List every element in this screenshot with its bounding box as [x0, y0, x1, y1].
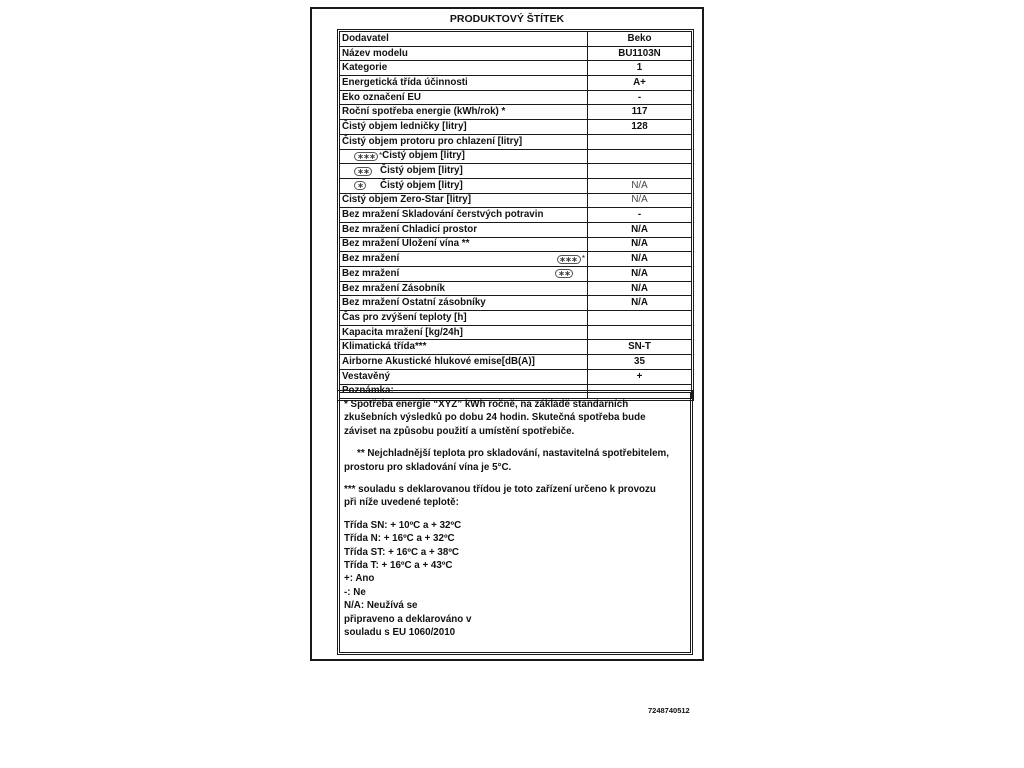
row-label: Kapacita mražení [kg/24h] [340, 325, 588, 340]
table-row [340, 252, 692, 267]
row-label: Kategorie [340, 61, 588, 76]
row-label-text: Bez mražení [342, 267, 400, 279]
three-star-plus-icon [354, 152, 378, 161]
row-label: Název modelu [340, 46, 588, 61]
table-row [340, 369, 692, 384]
row-value [588, 325, 692, 340]
row-value: 128 [588, 120, 692, 135]
row-label: Airborne Akustické hlukové emise[dB(A)] [340, 355, 588, 370]
table-row [340, 61, 692, 76]
row-label: Čistý objem protoru pro chlazení [litry] [340, 134, 588, 149]
row-label [340, 178, 588, 193]
table-row [340, 164, 692, 179]
row-label: Čistý objem Zero-Star [litry] [340, 193, 588, 208]
table-row [340, 222, 692, 237]
row-value: N/A [588, 296, 692, 311]
row-label: Roční spotřeba energie (kWh/rok) * [340, 105, 588, 120]
row-label: Čas pro zvýšení teploty [h] [340, 311, 588, 326]
table-row [340, 208, 692, 223]
row-label: Bez mražení Ostatní zásobníky [340, 296, 588, 311]
table-row [340, 46, 692, 61]
row-label: Energetická třída účinnosti [340, 76, 588, 91]
table-row [340, 267, 692, 282]
row-value: N/A [588, 193, 692, 208]
row-label-text: Čistý objem [litry] [382, 150, 465, 162]
table-row [340, 325, 692, 340]
note-line: zkušebních výsledků po dobu 24 hodin. Skutečná spotřeba bude [344, 412, 646, 424]
table-row [340, 311, 692, 326]
three-star-plus-icon [557, 255, 581, 264]
product-label-sheet [310, 7, 704, 661]
row-value [588, 149, 692, 164]
footnotes-box [339, 392, 691, 653]
row-label: Čistý objem ledničky [litry] [340, 120, 588, 135]
table-row [340, 237, 692, 252]
table-row [340, 340, 692, 355]
row-value: - [588, 90, 692, 105]
note-line: *** souladu s deklarovanou třídou je toto zařízení určeno k provozu [344, 484, 656, 496]
row-value: N/A [588, 252, 692, 267]
note-line: ** Nejchladnější teplota pro skladování, nastavitelná spotřebitelem, [357, 448, 669, 460]
row-value: N/A [588, 281, 692, 296]
row-label [340, 252, 588, 267]
table-row [340, 120, 692, 135]
label-title: PRODUKTOVÝ ŠTÍTEK [449, 13, 565, 25]
row-value: SN-T [588, 340, 692, 355]
row-value: A+ [588, 76, 692, 91]
legend-line: +: Ano [344, 573, 375, 585]
note-line: * Spotřeba energie “XYZ” kWh ročně, na základě standarních [344, 399, 629, 410]
two-star-icon [555, 269, 573, 278]
row-label: Klimatická třída*** [340, 340, 588, 355]
row-label [340, 149, 588, 164]
table-row [340, 296, 692, 311]
row-value [588, 134, 692, 149]
legend-line: -: Ne [344, 586, 366, 598]
table-row [340, 355, 692, 370]
legend-line: Třída N: + 16ºC a + 32ºC [344, 533, 455, 545]
spec-table [339, 31, 692, 399]
legend-line: souladu s EU 1060/2010 [344, 627, 456, 639]
one-star-icon [354, 181, 366, 190]
row-label: Bez mražení Zásobník [340, 281, 588, 296]
row-label: Bez mražení Uložení vína ** [340, 237, 588, 252]
table-row [340, 281, 692, 296]
note-line: prostoru pro skladování vína je 5°C. [344, 461, 512, 473]
table-row [340, 105, 692, 120]
row-value: N/A [588, 178, 692, 193]
row-value [588, 164, 692, 179]
row-value: N/A [588, 267, 692, 282]
row-label: Eko označení EU [340, 90, 588, 105]
row-value [588, 311, 692, 326]
row-label: Bez mražení Chladicí prostor [340, 222, 588, 237]
row-value: - [588, 208, 692, 223]
row-value: 117 [588, 105, 692, 120]
row-value: N/A [588, 222, 692, 237]
row-label-text: Čistý objem [litry] [380, 179, 463, 191]
row-label: Vestavěný [340, 369, 588, 384]
note-line: při níže uvedené teplotě: [344, 497, 459, 509]
table-row [340, 90, 692, 105]
row-label-text: Bez mražení [342, 253, 400, 265]
table-row [340, 32, 692, 47]
row-label: Dodavatel [340, 32, 588, 47]
note-line: záviset na způsobu použití a umístění spotřebiče. [344, 425, 575, 437]
row-value: Beko [588, 32, 692, 47]
row-label: Bez mražení Skladování čerstvých potravin [340, 208, 588, 223]
table-row [340, 134, 692, 149]
table-row [340, 149, 692, 164]
legend-line: připraveno a deklarováno v [344, 613, 472, 625]
document-code: 7248740512 [648, 706, 690, 715]
row-label [340, 267, 588, 282]
table-row [340, 178, 692, 193]
legend-line: Třída T: + 16ºC a + 43ºC [344, 560, 453, 572]
legend-line: Třída SN: + 10ºC a + 32ºC [344, 519, 462, 531]
plus-mark: * [581, 254, 585, 264]
plus-mark: * [379, 151, 383, 161]
table-row [340, 193, 692, 208]
row-label [340, 164, 588, 179]
row-value: + [588, 369, 692, 384]
row-value: N/A [588, 237, 692, 252]
legend-line: Třída ST: + 16ºC a + 38ºC [344, 546, 459, 558]
row-value: BU1103N [588, 46, 692, 61]
row-label-text: Čistý objem [litry] [380, 165, 463, 177]
table-row [340, 76, 692, 91]
row-value: 1 [588, 61, 692, 76]
row-label: Poznámka: [340, 384, 588, 399]
row-value: 35 [588, 355, 692, 370]
legend-line: N/A: Neužívá se [344, 600, 418, 612]
two-star-icon [354, 167, 372, 176]
